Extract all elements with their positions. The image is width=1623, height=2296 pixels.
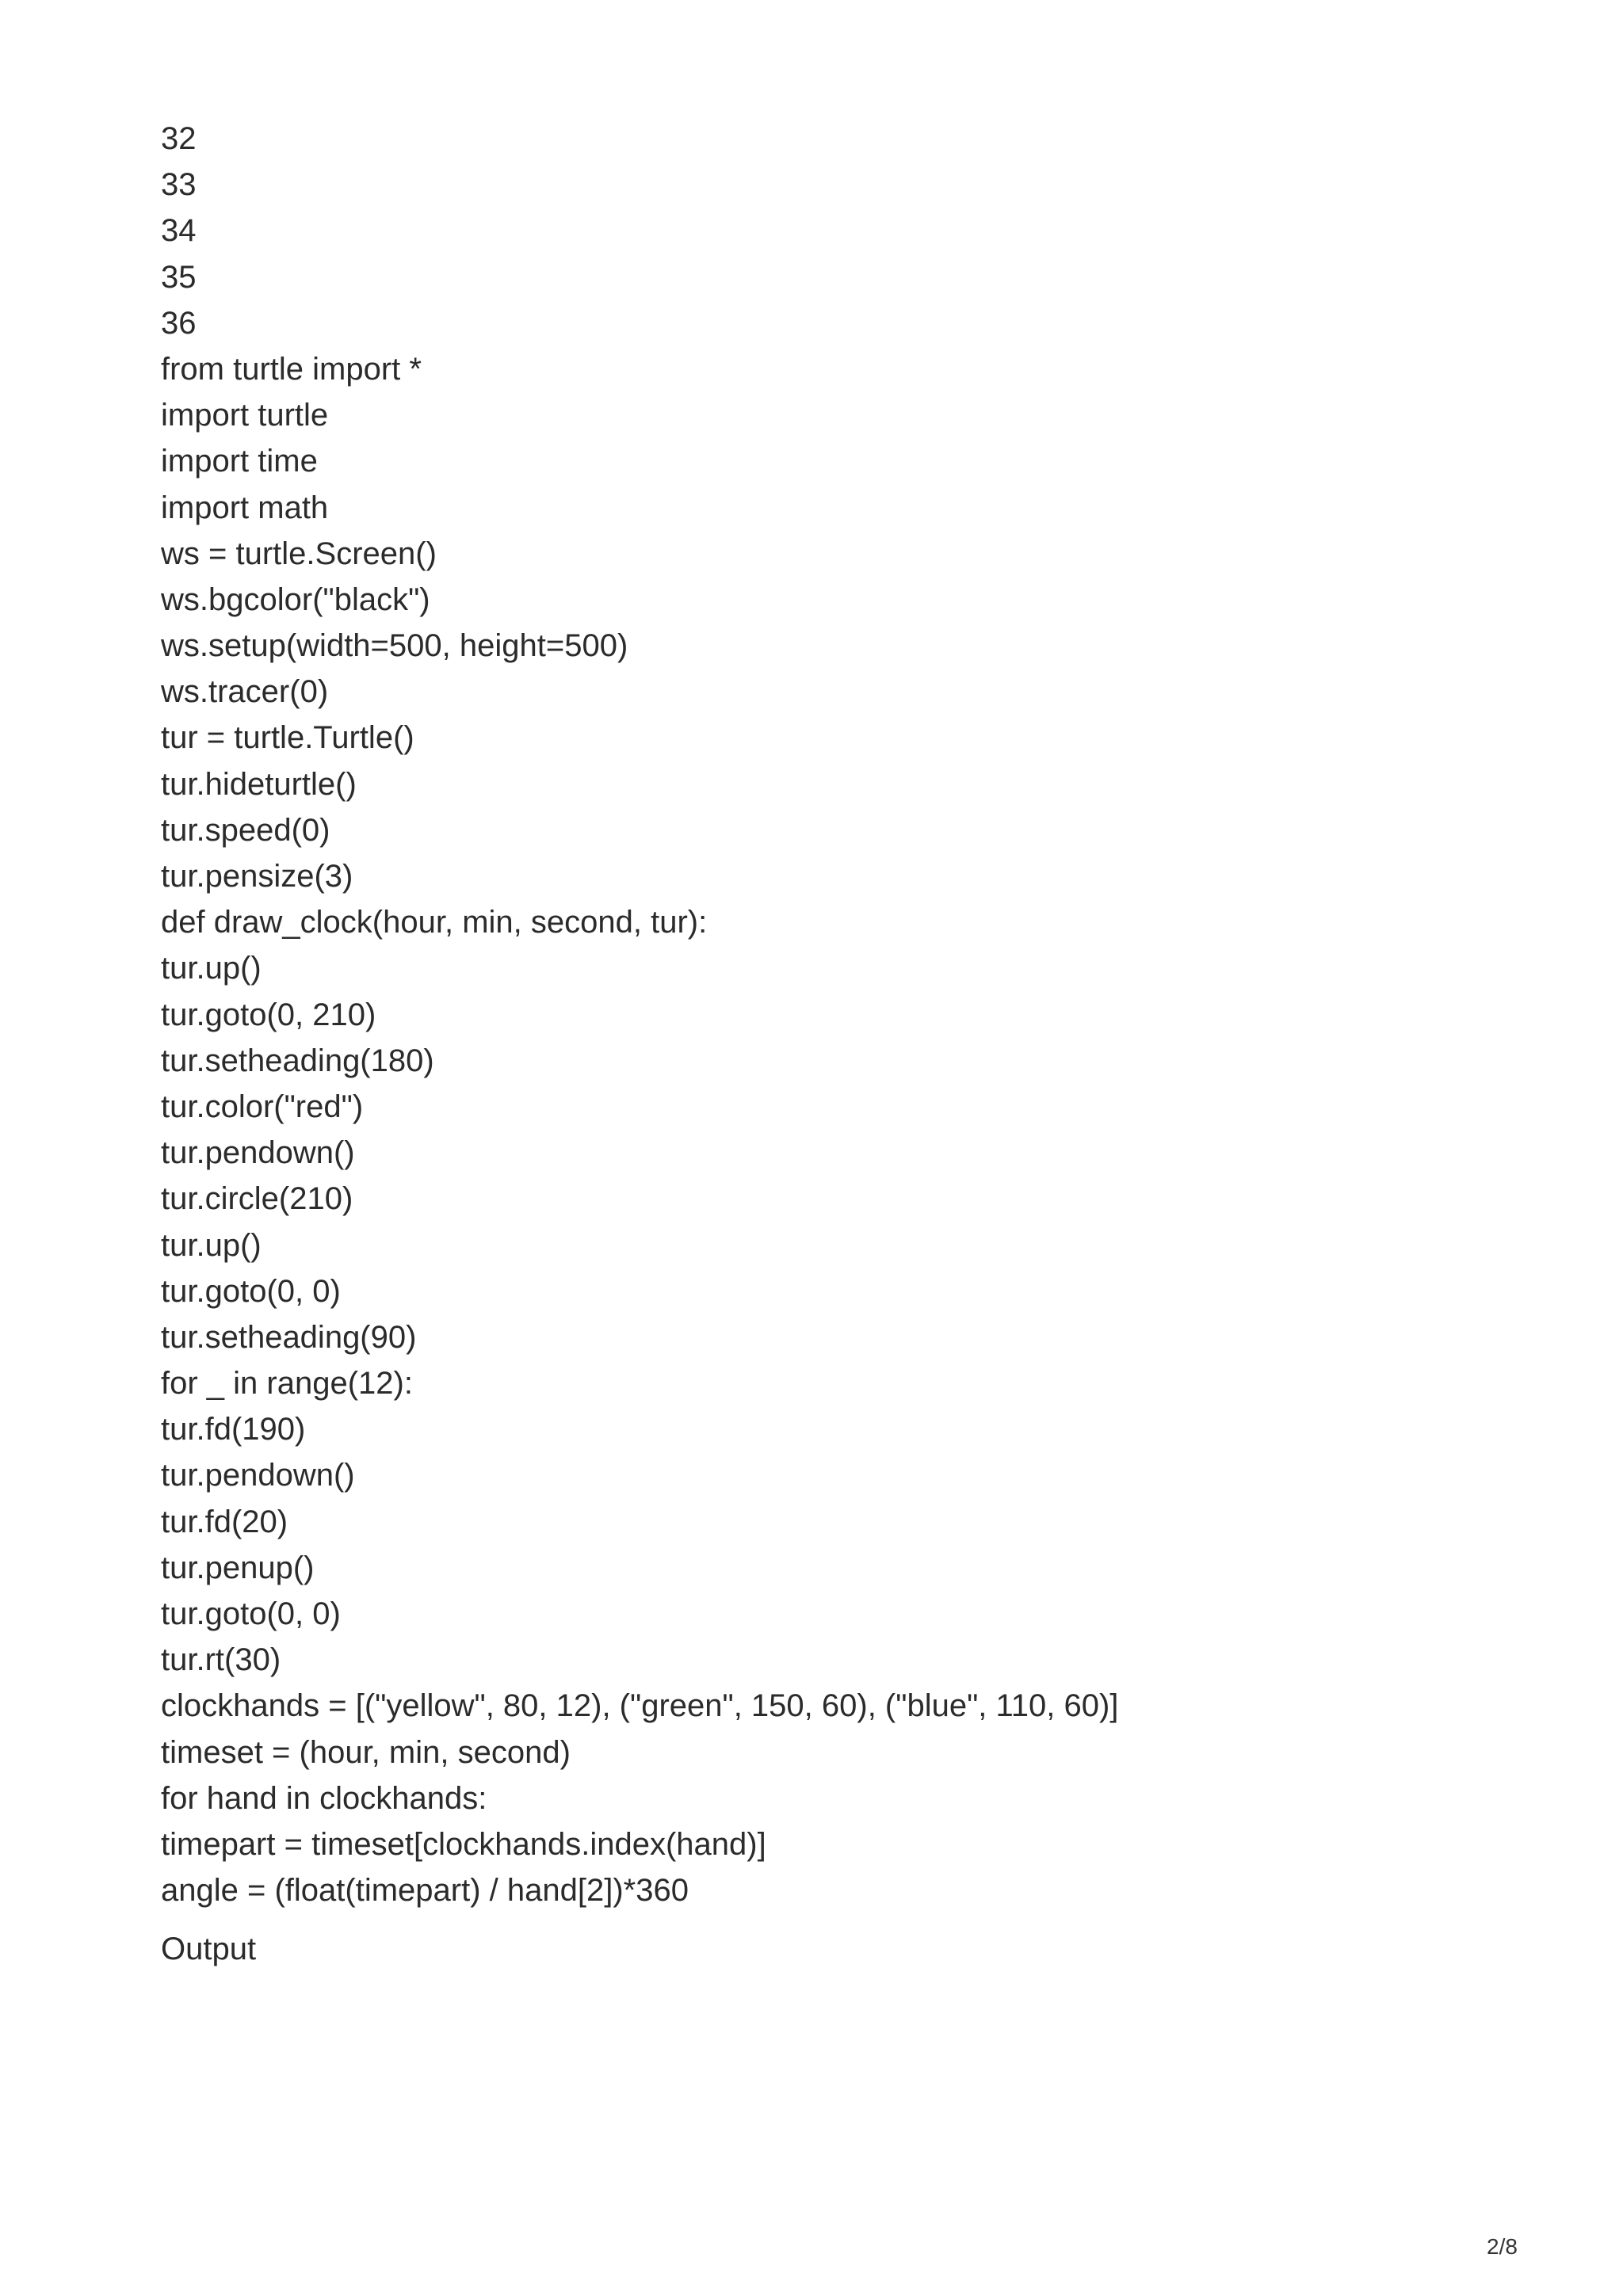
code-line: tur.goto(0, 0) [161, 1596, 341, 1631]
code-line: ws.bgcolor("black") [161, 582, 430, 617]
code-line: tur.fd(20) [161, 1504, 288, 1539]
code-line: def draw_clock(hour, min, second, tur): [161, 905, 708, 940]
code-line: tur.pendown() [161, 1458, 355, 1493]
code-line: tur.goto(0, 210) [161, 997, 376, 1032]
code-line: tur.goto(0, 0) [161, 1273, 341, 1309]
code-line: tur.up() [161, 951, 262, 986]
output-heading: Output [161, 1932, 257, 1966]
code-line: 35 [161, 259, 197, 295]
code-line: timepart = timeset[clockhands.index(hand)] [161, 1826, 766, 1862]
code-line: from turtle import * [161, 351, 422, 387]
code-line: 33 [161, 167, 197, 203]
page-number: 2/8 [1487, 2234, 1518, 2259]
code-line: timeset = (hour, min, second) [161, 1734, 571, 1770]
code-line: tur.color("red") [161, 1089, 364, 1124]
code-line: tur.speed(0) [161, 812, 330, 848]
code-line: tur.rt(30) [161, 1642, 281, 1678]
code-line: 32 [161, 121, 197, 156]
code-line: tur.hideturtle() [161, 766, 357, 802]
code-line: tur.penup() [161, 1550, 315, 1585]
code-line: tur.circle(210) [161, 1181, 353, 1217]
code-line: for hand in clockhands: [161, 1780, 487, 1816]
code-line: tur.setheading(180) [161, 1043, 434, 1078]
code-line: tur.pendown() [161, 1135, 355, 1171]
code-line: angle = (float(timepart) / hand[2])*360 [161, 1873, 689, 1909]
code-line: ws.tracer(0) [161, 674, 329, 710]
code-line: for _ in range(12): [161, 1366, 413, 1402]
code-line: import time [161, 444, 318, 479]
code-line: import turtle [161, 398, 329, 433]
code-line: ws.setup(width=500, height=500) [161, 628, 628, 664]
code-line: tur.setheading(90) [161, 1319, 417, 1355]
code-line: 36 [161, 305, 197, 341]
code-line: import math [161, 490, 329, 525]
code-line: tur.pensize(3) [161, 859, 353, 894]
code-line: ws = turtle.Screen() [161, 536, 437, 571]
code-line: clockhands = [("yellow", 80, 12), ("green", 150, 60), ("blue", 110, 60)] [161, 1688, 1119, 1724]
code-line: tur.up() [161, 1227, 262, 1263]
code-line: tur = turtle.Turtle() [161, 720, 414, 756]
code-line: tur.fd(190) [161, 1412, 306, 1447]
code-listing [161, 116, 1118, 1913]
code-line: 34 [161, 213, 197, 249]
